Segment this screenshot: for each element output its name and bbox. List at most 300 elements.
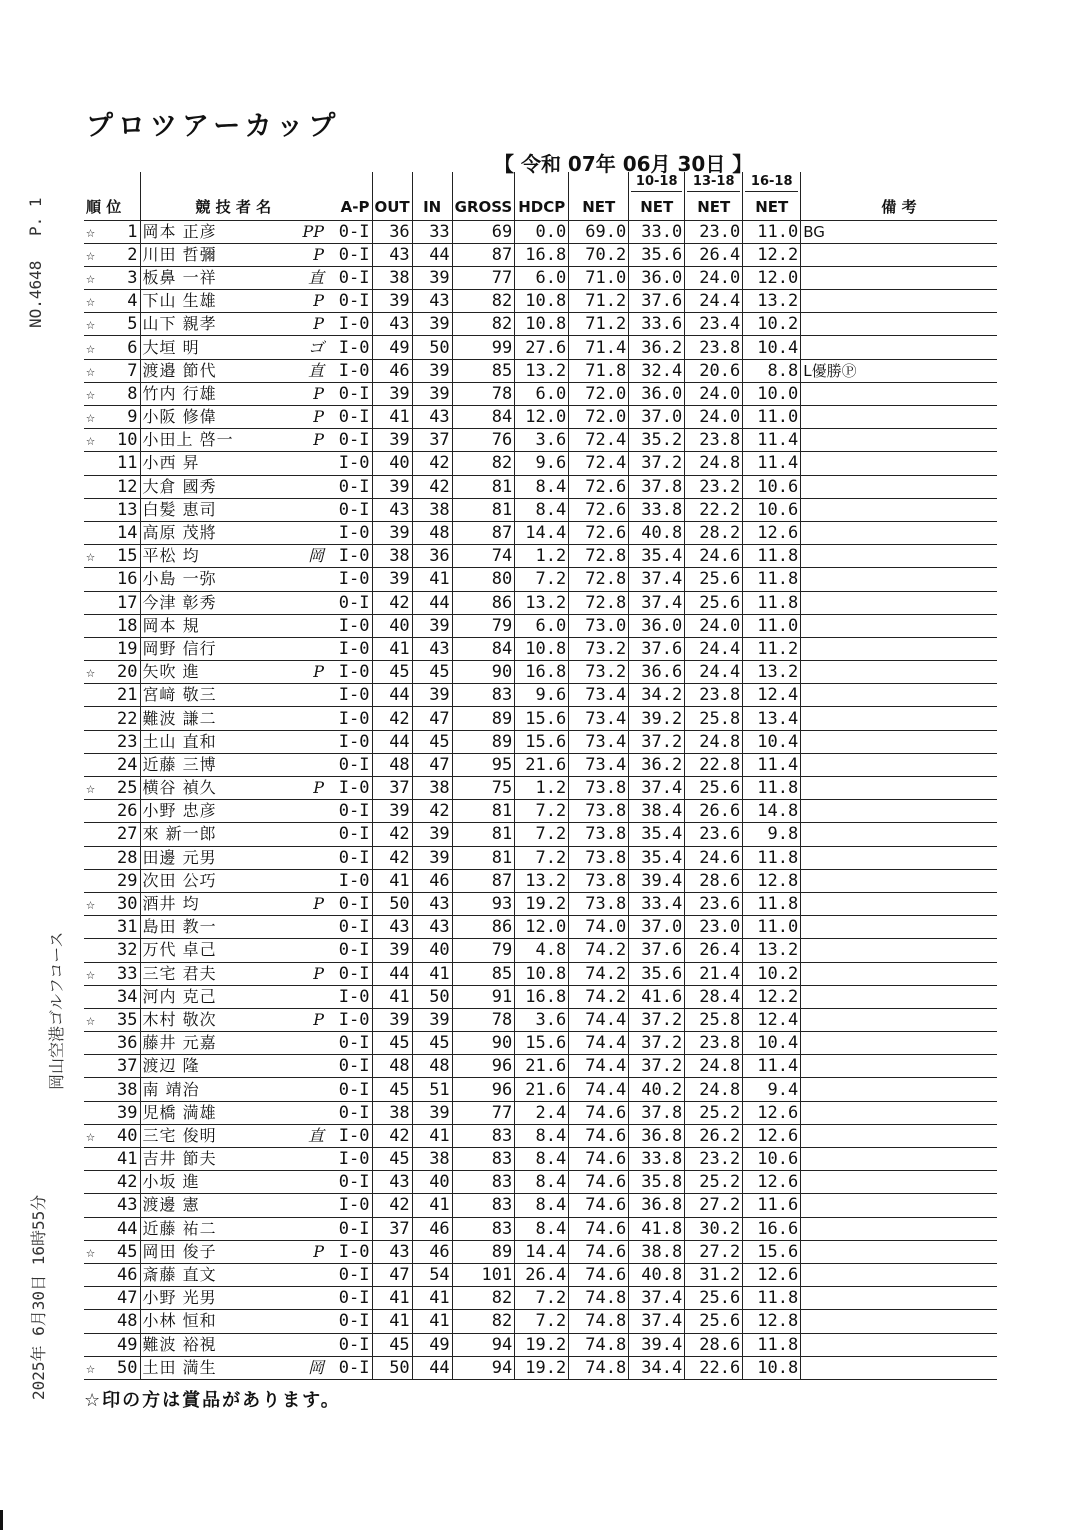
player-name: 小島 一弥 <box>140 568 298 591</box>
net-16-18: 12.6 <box>743 1101 801 1124</box>
net-16-18: 12.6 <box>743 1124 801 1147</box>
rank-cell: 7 <box>110 359 140 382</box>
prize-star: ☆ <box>84 545 110 568</box>
in-score: 50 <box>412 985 452 1008</box>
player-name: 万代 卓己 <box>140 939 298 962</box>
out-score: 36 <box>372 220 412 243</box>
ap-cell: I-0 <box>326 869 372 892</box>
net-score: 72.6 <box>569 521 629 544</box>
handwritten-mark <box>298 707 326 730</box>
table-row <box>84 1171 997 1194</box>
net-13-18: 24.8 <box>685 452 743 475</box>
out-score: 43 <box>372 498 412 521</box>
table-row <box>84 1055 997 1078</box>
table-row <box>84 846 997 869</box>
gross-score: 82 <box>452 313 515 336</box>
net-10-18: 38.4 <box>629 800 685 823</box>
hdcp-cell: 21.6 <box>515 1078 569 1101</box>
prize-star <box>84 1194 110 1217</box>
page-title: プロツアーカップ <box>86 111 341 142</box>
print-timestamp: 2025年 6月30日 16時55分 <box>29 1194 48 1400</box>
in-score: 38 <box>412 777 452 800</box>
net-16-18: 13.2 <box>743 661 801 684</box>
net-score: 72.6 <box>569 498 629 521</box>
net-13-18: 25.8 <box>685 1008 743 1031</box>
hdcp-cell: 13.2 <box>515 869 569 892</box>
hdcp-cell: 9.6 <box>515 452 569 475</box>
gross-score: 79 <box>452 939 515 962</box>
player-name: 矢吹 進 <box>140 661 298 684</box>
gross-score: 80 <box>452 568 515 591</box>
rank-cell: 44 <box>110 1217 140 1240</box>
out-score: 41 <box>372 1287 412 1310</box>
out-score: 45 <box>372 1078 412 1101</box>
net-13-18: 24.6 <box>685 846 743 869</box>
player-name: 小野 忠彦 <box>140 800 298 823</box>
net-score: 74.6 <box>569 1101 629 1124</box>
net-score: 74.6 <box>569 1217 629 1240</box>
net-score: 74.2 <box>569 939 629 962</box>
hdcp-cell: 14.4 <box>515 1240 569 1263</box>
net-13-18: 24.0 <box>685 382 743 405</box>
net-score: 71.0 <box>569 266 629 289</box>
net-16-18: 11.8 <box>743 777 801 800</box>
net-10-18: 38.8 <box>629 1240 685 1263</box>
prize-star <box>84 1055 110 1078</box>
out-score: 44 <box>372 962 412 985</box>
ap-cell: I-0 <box>326 1194 372 1217</box>
gross-score: 96 <box>452 1078 515 1101</box>
hdcp-cell: 15.6 <box>515 730 569 753</box>
handwritten-mark <box>298 823 326 846</box>
net-16-18: 11.0 <box>743 220 801 243</box>
gross-score: 76 <box>452 429 515 452</box>
out-score: 43 <box>372 243 412 266</box>
net-16-18: 11.8 <box>743 892 801 915</box>
in-score: 44 <box>412 243 452 266</box>
player-name: 大垣 明 <box>140 336 298 359</box>
handwritten-mark: P <box>298 406 326 429</box>
rank-cell: 14 <box>110 521 140 544</box>
player-name: 渡辺 隆 <box>140 1055 298 1078</box>
handwritten-mark <box>298 916 326 939</box>
in-score: 45 <box>412 730 452 753</box>
net-10-18: 36.2 <box>629 336 685 359</box>
gross-score: 82 <box>452 1287 515 1310</box>
net-13-18: 25.6 <box>685 777 743 800</box>
rank-cell: 35 <box>110 1008 140 1031</box>
in-score: 43 <box>412 637 452 660</box>
player-name: 板鼻 一祥 <box>140 266 298 289</box>
out-score: 41 <box>372 1310 412 1333</box>
ap-cell: I-0 <box>326 1148 372 1171</box>
in-score: 45 <box>412 661 452 684</box>
table-row <box>84 243 997 266</box>
prize-star: ☆ <box>84 220 110 243</box>
player-name: 大倉 國秀 <box>140 475 298 498</box>
rank-cell: 29 <box>110 869 140 892</box>
net-16-18: 11.4 <box>743 1055 801 1078</box>
hdcp-cell: 6.0 <box>515 614 569 637</box>
table-row <box>84 777 997 800</box>
net-10-18: 37.4 <box>629 1310 685 1333</box>
net-16-18: 10.2 <box>743 313 801 336</box>
rank-cell: 6 <box>110 336 140 359</box>
out-score: 48 <box>372 1055 412 1078</box>
net-16-18: 12.6 <box>743 521 801 544</box>
net-10-18: 40.2 <box>629 1078 685 1101</box>
net-16-18: 11.8 <box>743 568 801 591</box>
in-score: 42 <box>412 475 452 498</box>
table-row <box>84 869 997 892</box>
ap-cell: 0-I <box>326 892 372 915</box>
player-name: 岡本 規 <box>140 614 298 637</box>
gross-score: 96 <box>452 1055 515 1078</box>
gross-score: 84 <box>452 406 515 429</box>
player-name: 酒井 均 <box>140 892 298 915</box>
net-16-18: 9.4 <box>743 1078 801 1101</box>
table-row <box>84 498 997 521</box>
net-score: 71.4 <box>569 336 629 359</box>
handwritten-mark: P <box>298 777 326 800</box>
net-10-18: 37.2 <box>629 730 685 753</box>
handwritten-mark: P <box>298 892 326 915</box>
hdcp-cell: 19.2 <box>515 1356 569 1379</box>
net-10-18: 39.2 <box>629 707 685 730</box>
hdcp-cell: 16.8 <box>515 661 569 684</box>
net-score: 72.6 <box>569 475 629 498</box>
ap-cell: 0-I <box>326 846 372 869</box>
in-score: 39 <box>412 846 452 869</box>
prize-star <box>84 846 110 869</box>
handwritten-mark: P <box>298 1240 326 1263</box>
net-score: 74.6 <box>569 1263 629 1286</box>
rank-cell: 2 <box>110 243 140 266</box>
net-score: 74.4 <box>569 1055 629 1078</box>
prize-star: ☆ <box>84 892 110 915</box>
net-score: 72.8 <box>569 568 629 591</box>
net-16-18: 8.8 <box>743 359 801 382</box>
prize-star <box>84 985 110 1008</box>
handwritten-mark <box>298 1333 326 1356</box>
net-13-18: 23.8 <box>685 684 743 707</box>
net-13-18: 24.8 <box>685 730 743 753</box>
header-net-16-18 <box>743 172 801 220</box>
out-score: 49 <box>372 336 412 359</box>
out-score: 45 <box>372 661 412 684</box>
handwritten-mark: ゴ <box>298 336 326 359</box>
gross-score: 86 <box>452 916 515 939</box>
net-16-18: 12.8 <box>743 869 801 892</box>
rank-cell: 12 <box>110 475 140 498</box>
net-16-18: 13.2 <box>743 290 801 313</box>
net-10-18: 37.6 <box>629 290 685 313</box>
net-10-18: 37.4 <box>629 591 685 614</box>
table-row <box>84 266 997 289</box>
out-score: 41 <box>372 985 412 1008</box>
ap-cell: 0-I <box>326 1263 372 1286</box>
gross-score: 82 <box>452 452 515 475</box>
hdcp-cell: 15.6 <box>515 1032 569 1055</box>
gross-score: 81 <box>452 800 515 823</box>
ap-cell: 0-I <box>326 823 372 846</box>
out-score: 39 <box>372 475 412 498</box>
player-name: 三宅 俊明 <box>140 1124 298 1147</box>
out-score: 41 <box>372 637 412 660</box>
net-13-18: 23.8 <box>685 429 743 452</box>
net-13-18: 23.8 <box>685 1032 743 1055</box>
net-16-18: 11.8 <box>743 1287 801 1310</box>
remarks-cell <box>801 1240 997 1263</box>
net-13-18: 24.6 <box>685 545 743 568</box>
remarks-cell <box>801 591 997 614</box>
remarks-cell <box>801 800 997 823</box>
net-13-18: 26.2 <box>685 1124 743 1147</box>
net-10-18: 37.4 <box>629 1287 685 1310</box>
net-16-18: 12.6 <box>743 1263 801 1286</box>
net-10-18: 35.6 <box>629 243 685 266</box>
in-score: 43 <box>412 406 452 429</box>
net-score: 73.8 <box>569 892 629 915</box>
remarks-cell <box>801 1310 997 1333</box>
handwritten-mark: 直 <box>298 1124 326 1147</box>
remarks-cell <box>801 521 997 544</box>
out-score: 37 <box>372 777 412 800</box>
out-score: 43 <box>372 313 412 336</box>
ap-cell: 0-I <box>326 1171 372 1194</box>
handwritten-mark <box>298 614 326 637</box>
out-score: 43 <box>372 1171 412 1194</box>
net-10-18: 40.8 <box>629 1263 685 1286</box>
in-score: 42 <box>412 800 452 823</box>
remarks-cell <box>801 429 997 452</box>
prize-star <box>84 1263 110 1286</box>
in-score: 39 <box>412 359 452 382</box>
range-13-18: 13-18 <box>687 173 740 192</box>
handwritten-mark <box>298 753 326 776</box>
hdcp-cell: 8.4 <box>515 1194 569 1217</box>
net-13-18: 25.6 <box>685 1287 743 1310</box>
handwritten-mark <box>298 939 326 962</box>
out-score: 45 <box>372 1032 412 1055</box>
rank-cell: 5 <box>110 313 140 336</box>
out-score: 39 <box>372 429 412 452</box>
table-row <box>84 661 997 684</box>
prize-star <box>84 800 110 823</box>
gross-score: 89 <box>452 707 515 730</box>
remarks-cell <box>801 892 997 915</box>
net-13-18: 28.6 <box>685 869 743 892</box>
ap-cell: 0-I <box>326 290 372 313</box>
ap-cell: I-0 <box>326 545 372 568</box>
gross-score: 84 <box>452 637 515 660</box>
gross-score: 69 <box>452 220 515 243</box>
ap-cell: I-0 <box>326 1008 372 1031</box>
in-score: 36 <box>412 545 452 568</box>
handwritten-mark <box>298 452 326 475</box>
hdcp-cell: 6.0 <box>515 266 569 289</box>
hdcp-cell: 12.0 <box>515 406 569 429</box>
table-row <box>84 1240 997 1263</box>
handwritten-mark: P <box>298 661 326 684</box>
out-score: 45 <box>372 1333 412 1356</box>
net-13-18: 28.6 <box>685 1333 743 1356</box>
gross-score: 90 <box>452 1032 515 1055</box>
player-name: 土山 直和 <box>140 730 298 753</box>
player-name: 次田 公巧 <box>140 869 298 892</box>
net-13-18: 22.8 <box>685 753 743 776</box>
handwritten-mark <box>298 475 326 498</box>
rank-cell: 19 <box>110 637 140 660</box>
net-13-18: 24.0 <box>685 406 743 429</box>
out-score: 39 <box>372 1008 412 1031</box>
ap-cell: 0-I <box>326 1333 372 1356</box>
hdcp-cell: 6.0 <box>515 382 569 405</box>
out-score: 38 <box>372 266 412 289</box>
prize-star: ☆ <box>84 1240 110 1263</box>
net-16-18: 11.4 <box>743 452 801 475</box>
ap-cell: I-0 <box>326 568 372 591</box>
net-16-18: 12.0 <box>743 266 801 289</box>
out-score: 50 <box>372 892 412 915</box>
header-name: 競 技 者 名 <box>140 172 326 220</box>
net-16-18: 13.4 <box>743 707 801 730</box>
prize-star: ☆ <box>84 313 110 336</box>
net-score: 74.6 <box>569 1148 629 1171</box>
prize-star: ☆ <box>84 266 110 289</box>
net-16-18: 11.4 <box>743 429 801 452</box>
out-score: 50 <box>372 1356 412 1379</box>
net-13-18: 24.8 <box>685 1055 743 1078</box>
gross-score: 89 <box>452 1240 515 1263</box>
net-10-18: 36.8 <box>629 1194 685 1217</box>
remarks-cell <box>801 1148 997 1171</box>
remarks-cell <box>801 313 997 336</box>
remarks-cell <box>801 1124 997 1147</box>
in-score: 38 <box>412 1148 452 1171</box>
in-score: 43 <box>412 916 452 939</box>
net-score: 74.8 <box>569 1287 629 1310</box>
out-score: 37 <box>372 1217 412 1240</box>
player-name: 藤井 元嘉 <box>140 1032 298 1055</box>
remarks-cell <box>801 846 997 869</box>
ap-cell: 0-I <box>326 939 372 962</box>
in-score: 41 <box>412 962 452 985</box>
in-score: 38 <box>412 498 452 521</box>
table-row <box>84 1194 997 1217</box>
player-name: 今津 彰秀 <box>140 591 298 614</box>
net-score: 73.4 <box>569 730 629 753</box>
in-score: 41 <box>412 568 452 591</box>
gross-score: 101 <box>452 1263 515 1286</box>
table-row <box>84 939 997 962</box>
rank-cell: 46 <box>110 1263 140 1286</box>
rank-cell: 18 <box>110 614 140 637</box>
remarks-cell <box>801 916 997 939</box>
in-score: 39 <box>412 823 452 846</box>
hdcp-cell: 21.6 <box>515 1055 569 1078</box>
net-10-18: 36.0 <box>629 614 685 637</box>
net-score: 73.8 <box>569 800 629 823</box>
in-score: 46 <box>412 869 452 892</box>
handwritten-mark <box>298 846 326 869</box>
rank-cell: 50 <box>110 1356 140 1379</box>
gross-score: 90 <box>452 661 515 684</box>
rank-cell: 34 <box>110 985 140 1008</box>
handwritten-mark <box>298 1078 326 1101</box>
net-score: 72.4 <box>569 452 629 475</box>
net-13-18: 26.4 <box>685 243 743 266</box>
net-10-18: 40.8 <box>629 521 685 544</box>
ap-cell: 0-I <box>326 1055 372 1078</box>
rank-cell: 38 <box>110 1078 140 1101</box>
remarks-cell <box>801 684 997 707</box>
rank-cell: 48 <box>110 1310 140 1333</box>
player-name: 近藤 三博 <box>140 753 298 776</box>
prize-star <box>84 568 110 591</box>
net-13-18: 27.2 <box>685 1194 743 1217</box>
hdcp-cell: 16.8 <box>515 243 569 266</box>
player-name: 近藤 祐二 <box>140 1217 298 1240</box>
ap-cell: I-0 <box>326 707 372 730</box>
prize-star: ☆ <box>84 777 110 800</box>
player-name: 小野 光男 <box>140 1287 298 1310</box>
ap-cell: I-0 <box>326 452 372 475</box>
hdcp-cell: 8.4 <box>515 1148 569 1171</box>
net-13-18: 24.0 <box>685 266 743 289</box>
ap-cell: 0-I <box>326 429 372 452</box>
ap-cell: I-0 <box>326 985 372 1008</box>
prize-star <box>84 1171 110 1194</box>
gross-score: 99 <box>452 336 515 359</box>
hdcp-cell: 10.8 <box>515 313 569 336</box>
gross-score: 94 <box>452 1356 515 1379</box>
net-score: 71.8 <box>569 359 629 382</box>
ap-cell: I-0 <box>326 1240 372 1263</box>
prize-star <box>84 452 110 475</box>
net-16-18: 10.8 <box>743 1356 801 1379</box>
net-13-18: 22.6 <box>685 1356 743 1379</box>
net-13-18: 25.8 <box>685 707 743 730</box>
rank-cell: 49 <box>110 1333 140 1356</box>
prize-star: ☆ <box>84 336 110 359</box>
remarks-cell <box>801 336 997 359</box>
net-score: 71.2 <box>569 290 629 313</box>
table-row <box>84 1124 997 1147</box>
prize-star <box>84 591 110 614</box>
in-score: 33 <box>412 220 452 243</box>
in-score: 48 <box>412 521 452 544</box>
player-name: 小坂 進 <box>140 1171 298 1194</box>
hdcp-cell: 10.8 <box>515 637 569 660</box>
rank-cell: 15 <box>110 545 140 568</box>
remarks-cell <box>801 382 997 405</box>
remarks-cell <box>801 985 997 1008</box>
net-10-18: 37.2 <box>629 1008 685 1031</box>
gross-score: 83 <box>452 1194 515 1217</box>
ap-cell: 0-I <box>326 1101 372 1124</box>
net-13-18: 24.4 <box>685 290 743 313</box>
gross-score: 77 <box>452 266 515 289</box>
prize-star: ☆ <box>84 1356 110 1379</box>
net-10-18: 34.4 <box>629 1356 685 1379</box>
remarks-cell <box>801 1287 997 1310</box>
net-16-18: 10.6 <box>743 475 801 498</box>
gross-score: 83 <box>452 1148 515 1171</box>
rank-cell: 36 <box>110 1032 140 1055</box>
rank-cell: 25 <box>110 777 140 800</box>
event-date: 【 令和 07年 06月 30日 】 <box>494 152 753 176</box>
